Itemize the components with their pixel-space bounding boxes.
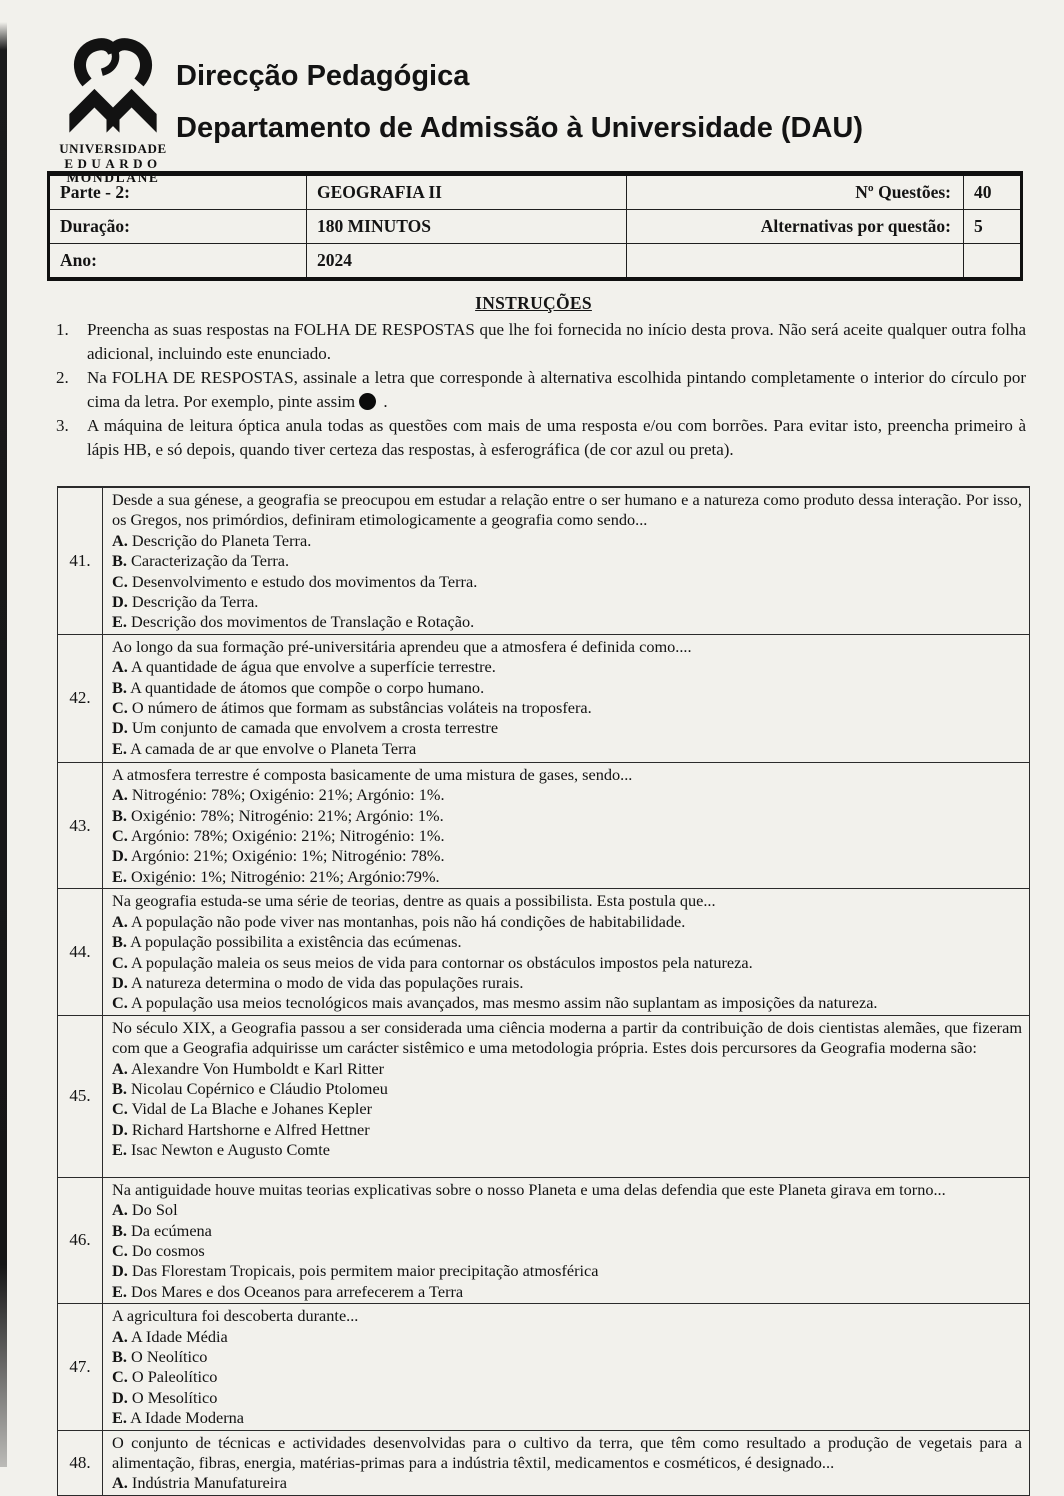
option-text: Descrição do Planeta Terra. bbox=[127, 530, 312, 550]
option-text: Um conjunto de camada que envolvem a crosta terrestre bbox=[127, 718, 499, 738]
answer-option-B bbox=[112, 932, 1022, 952]
option-letter: C. bbox=[112, 826, 128, 846]
question-text: Desde a sua génese, a geografia se preocupou em estudar a relação entre o ser humano e a natureza como produto dessa interação. Por isso, os Gregos, nos primórdios, definiram etimologicamente a geografia como sendo... bbox=[112, 490, 1022, 530]
option-letter: D. bbox=[112, 1261, 128, 1281]
option-text: A Idade Média bbox=[127, 1326, 228, 1346]
question-row-45 bbox=[58, 1016, 1029, 1178]
option-text: Vidal de La Blache e Johanes Kepler bbox=[127, 1099, 373, 1119]
option-letter: E. bbox=[112, 738, 127, 758]
answer-option-E bbox=[112, 867, 1022, 887]
option-letter: A. bbox=[112, 1058, 128, 1078]
answer-option-A bbox=[112, 1059, 1022, 1079]
question-body bbox=[103, 1431, 1029, 1495]
option-letter: C. bbox=[112, 1240, 128, 1260]
instruction-item-1 bbox=[56, 318, 1026, 365]
option-letter: A. bbox=[112, 1326, 128, 1346]
option-text: Nitrogénio: 78%; Oxigénio: 21%; Argónio: 1%. bbox=[127, 785, 445, 805]
option-text: Desenvolvimento e estudo dos movimentos da Terra. bbox=[127, 571, 478, 591]
answer-option-D bbox=[112, 1120, 1022, 1140]
answer-option-C bbox=[112, 1367, 1022, 1387]
answer-option-D bbox=[112, 1388, 1022, 1408]
answer-option-D bbox=[112, 718, 1022, 738]
option-text: O Paleolítico bbox=[127, 1367, 218, 1387]
question-row-46 bbox=[58, 1178, 1029, 1304]
question-text: Na geografia estuda-se uma série de teorias, dentre as quais a possibilista. Esta postula que... bbox=[112, 891, 716, 911]
option-text: Descrição dos movimentos de Translação e Rotação. bbox=[126, 612, 475, 632]
answer-option-A bbox=[112, 657, 1022, 677]
option-text: A quantidade de átomos que compõe o corpo humano. bbox=[126, 677, 485, 697]
instruction-number: 2. bbox=[56, 368, 69, 388]
answer-option-B bbox=[112, 551, 1022, 571]
option-letter: A. bbox=[112, 785, 128, 805]
option-letter: C. bbox=[112, 571, 128, 591]
answer-option-C bbox=[112, 993, 1022, 1013]
option-letter: E. bbox=[112, 612, 127, 632]
header-departamento-dau: Departamento de Admissão à Universidade (DAU) bbox=[176, 112, 864, 144]
empty-cell bbox=[627, 244, 964, 280]
option-letter: E. bbox=[112, 1140, 127, 1160]
university-logo bbox=[54, 36, 172, 186]
label-num-questoes: Nº Questões: bbox=[627, 174, 964, 210]
option-letter: C. bbox=[112, 1099, 128, 1119]
instruction-text: Preencha as suas respostas na FOLHA DE RESPOSTAS que lhe foi fornecida no início desta prova. Não será aceite qualquer outra folha adicional, incluindo este enunciado. bbox=[87, 320, 1026, 363]
option-letter: B. bbox=[112, 932, 127, 952]
exam-info-table bbox=[47, 171, 1023, 281]
question-number: 48. bbox=[58, 1431, 103, 1495]
option-text: Indústria Manufatureira bbox=[127, 1473, 287, 1493]
questions-table bbox=[57, 486, 1030, 1496]
empty-cell bbox=[964, 244, 1022, 280]
option-letter: B. bbox=[112, 1346, 127, 1366]
question-body bbox=[103, 1304, 1029, 1429]
option-text: A população maleia os seus meios de vida para contornar os obstáculos impostos pela natureza. bbox=[127, 952, 753, 972]
question-text: A agricultura foi descoberta durante... bbox=[112, 1306, 359, 1326]
instruction-item-2 bbox=[56, 366, 1026, 413]
value-disciplina: GEOGRAFIA II bbox=[307, 174, 627, 210]
answer-option-A bbox=[112, 1200, 1022, 1220]
option-text: Caracterização da Terra. bbox=[126, 551, 290, 571]
option-text: Oxigénio: 1%; Nitrogénio: 21%; Argónio:79%. bbox=[126, 866, 440, 886]
option-letter: E. bbox=[112, 1281, 127, 1301]
uem-emblem-icon bbox=[57, 36, 169, 140]
question-body bbox=[103, 763, 1029, 888]
option-text: Alexandre Von Humboldt e Karl Ritter bbox=[127, 1058, 385, 1078]
option-letter: D. bbox=[112, 972, 128, 992]
option-letter: A. bbox=[112, 1473, 128, 1493]
option-text: A quantidade de água que envolve a superfície terrestre. bbox=[127, 657, 496, 677]
question-text: Ao longo da sua formação pré-universitária aprendeu que a atmosfera é definida como.... bbox=[112, 636, 692, 656]
instructions-list bbox=[56, 318, 1026, 463]
answer-option-E bbox=[112, 612, 1022, 632]
option-letter: E. bbox=[112, 1408, 127, 1428]
question-number: 42. bbox=[58, 635, 103, 762]
question-number: 47. bbox=[58, 1304, 103, 1429]
question-body bbox=[103, 635, 1029, 762]
option-text: Richard Hartshorne e Alfred Hettner bbox=[127, 1119, 370, 1139]
option-letter: D. bbox=[112, 718, 128, 738]
question-text: No século XIX, a Geografia passou a ser considerada uma ciência moderna a partir da contribuição de dois cientistas alemães, que fizeram com que a Geografia adquirisse um carácter sistêmico e uma metodologia própria. Estes dois percursores da Geografia moderna são: bbox=[112, 1017, 1022, 1058]
value-duracao: 180 MINUTOS bbox=[307, 210, 627, 244]
answer-option-C bbox=[112, 953, 1022, 973]
option-text: O Mesolítico bbox=[127, 1387, 218, 1407]
question-row-41 bbox=[58, 488, 1029, 635]
question-number: 44. bbox=[58, 889, 103, 1014]
option-text: Descrição da Terra. bbox=[127, 592, 259, 612]
answer-option-C bbox=[112, 826, 1022, 846]
option-text: Do cosmos bbox=[127, 1240, 205, 1260]
option-text: Argónio: 21%; Oxigénio: 1%; Nitrogénio: 78%. bbox=[127, 846, 445, 866]
option-letter: B. bbox=[112, 551, 127, 571]
answer-option-A bbox=[112, 912, 1022, 932]
question-text: Na antiguidade houve muitas teorias explicativas sobre o nosso Planeta e uma delas defendia que este Planeta girava em torno... bbox=[112, 1179, 946, 1199]
info-row-parte bbox=[49, 174, 1022, 210]
option-text: A natureza determina o modo de vida das populações rurais. bbox=[127, 972, 524, 992]
answer-option-D bbox=[112, 846, 1022, 866]
question-row-47 bbox=[58, 1304, 1029, 1430]
answer-option-E bbox=[112, 1282, 1022, 1302]
option-letter: B. bbox=[112, 1078, 127, 1098]
answer-option-B bbox=[112, 678, 1022, 698]
question-number: 43. bbox=[58, 763, 103, 888]
option-text: Do Sol bbox=[127, 1200, 178, 1220]
question-body bbox=[103, 1016, 1029, 1177]
option-text: Argónio: 78%; Oxigénio: 21%; Nitrogénio: 1%. bbox=[127, 826, 445, 846]
option-text: Isac Newton e Augusto Comte bbox=[126, 1140, 330, 1160]
logo-line-universidade: UNIVERSIDADE bbox=[59, 141, 167, 156]
option-text: Da ecúmena bbox=[126, 1220, 212, 1240]
option-letter: D. bbox=[112, 1119, 128, 1139]
instruction-number: 1. bbox=[56, 320, 69, 339]
option-text: A população não pode viver nas montanhas, pois não há condições de habitabilidade. bbox=[127, 911, 686, 931]
option-letter: C. bbox=[112, 952, 128, 972]
label-parte: Parte - 2: bbox=[49, 174, 307, 210]
label-ano: Ano: bbox=[49, 244, 307, 280]
question-row-43 bbox=[58, 763, 1029, 889]
option-text: O número de átimos que formam as substâncias voláteis na troposfera. bbox=[127, 698, 592, 718]
answer-option-B bbox=[112, 1347, 1022, 1367]
option-text: A população usa meios tecnológicos mais avançados, mas mesmo assim não suplantam as imposições da natureza. bbox=[127, 993, 878, 1013]
instructions-title: INSTRUÇÕES bbox=[475, 293, 592, 313]
answer-option-A bbox=[112, 531, 1022, 551]
option-text: Das Florestam Tropicais, pois permitem maior precipitação atmosférica bbox=[127, 1261, 599, 1281]
question-number: 45. bbox=[58, 1016, 103, 1177]
answer-option-B bbox=[112, 806, 1022, 826]
option-text: O Neolítico bbox=[126, 1346, 208, 1366]
answer-option-A bbox=[112, 1327, 1022, 1347]
label-alternativas: Alternativas por questão: bbox=[627, 210, 964, 244]
option-text: Oxigénio: 78%; Nitrogénio: 21%; Argónio: 1%. bbox=[126, 805, 444, 825]
option-letter: E. bbox=[112, 866, 127, 886]
header-direccao-pedagogica: Direcção Pedagógica bbox=[176, 60, 470, 92]
option-letter: A. bbox=[112, 911, 128, 931]
option-letter: B. bbox=[112, 805, 127, 825]
option-letter: D. bbox=[112, 846, 128, 866]
value-alternativas: 5 bbox=[964, 210, 1022, 244]
instruction-number: 3. bbox=[56, 416, 69, 436]
filled-circle-example-icon bbox=[359, 393, 376, 410]
answer-option-D bbox=[112, 592, 1022, 612]
question-text: O conjunto de técnicas e actividades desenvolvidas para o cultivo da terra, que têm como resultado a produção de vegetais para a alimentação, fibras, energia, matérias-primas para a indústria têxtil, medicamentos e cosméticos, é designado... bbox=[112, 1432, 1022, 1472]
question-text: A atmosfera terrestre é composta basicamente de uma mistura de gases, sendo... bbox=[112, 764, 633, 784]
answer-option-C bbox=[112, 572, 1022, 592]
option-letter: A. bbox=[112, 657, 128, 677]
answer-option-C bbox=[112, 698, 1022, 718]
answer-option-B bbox=[112, 1221, 1022, 1241]
option-letter: C. bbox=[112, 698, 128, 718]
question-number: 46. bbox=[58, 1178, 103, 1303]
option-text: A população possibilita a existência das ecúmenas. bbox=[126, 932, 462, 952]
option-letter: D. bbox=[112, 1387, 128, 1407]
value-num-questoes: 40 bbox=[964, 174, 1022, 210]
option-letter: C. bbox=[112, 993, 128, 1013]
answer-option-D bbox=[112, 973, 1022, 993]
option-text: A Idade Moderna bbox=[126, 1408, 245, 1428]
question-body bbox=[103, 488, 1029, 634]
option-letter: C. bbox=[112, 1367, 128, 1387]
answer-option-E bbox=[112, 739, 1022, 759]
option-letter: A. bbox=[112, 1200, 128, 1220]
option-text: Nicolau Copérnico e Cláudio Ptolomeu bbox=[126, 1078, 388, 1098]
option-text: Dos Mares e dos Oceanos para arrefecerem a Terra bbox=[126, 1281, 464, 1301]
question-body bbox=[103, 1178, 1029, 1303]
answer-option-C bbox=[112, 1099, 1022, 1119]
option-letter: A. bbox=[112, 530, 128, 550]
question-body bbox=[103, 889, 1029, 1014]
answer-option-A bbox=[112, 785, 1022, 805]
answer-option-C bbox=[112, 1241, 1022, 1261]
label-duracao: Duração: bbox=[49, 210, 307, 244]
instruction-text: Na FOLHA DE RESPOSTAS, assinale a letra que corresponde à alternativa escolhida pintando completamente o interior do círculo por cima da letra. Por exemplo, pinte assim . bbox=[87, 368, 1026, 411]
option-letter: B. bbox=[112, 1220, 127, 1240]
answer-option-E bbox=[112, 1408, 1022, 1428]
info-row-duracao bbox=[49, 210, 1022, 244]
answer-option-D bbox=[112, 1261, 1022, 1281]
question-row-44 bbox=[58, 889, 1029, 1015]
answer-option-B bbox=[112, 1079, 1022, 1099]
logo-line-mondlane: MONDLANE bbox=[66, 170, 160, 185]
answer-option-E bbox=[112, 1140, 1022, 1160]
info-row-ano bbox=[49, 244, 1022, 280]
scan-edge-artifact bbox=[0, 22, 7, 1467]
option-letter: B. bbox=[112, 677, 127, 697]
value-ano: 2024 bbox=[307, 244, 627, 280]
instruction-item-3 bbox=[56, 414, 1026, 461]
instruction-text: A máquina de leitura óptica anula todas as questões com mais de uma resposta e/ou com borrões. Para evitar isto, preencha primeiro à lápis HB, e só depois, quando tiver certeza das respostas, à esferográfica (de cor azul ou preta). bbox=[87, 416, 1026, 459]
option-letter: D. bbox=[112, 592, 128, 612]
question-number: 41. bbox=[58, 488, 103, 634]
option-text: A camada de ar que envolve o Planeta Terra bbox=[126, 738, 417, 758]
logo-line-eduardo: EDUARDO bbox=[64, 155, 162, 171]
question-row-42 bbox=[58, 635, 1029, 763]
question-row-48 bbox=[58, 1431, 1029, 1495]
